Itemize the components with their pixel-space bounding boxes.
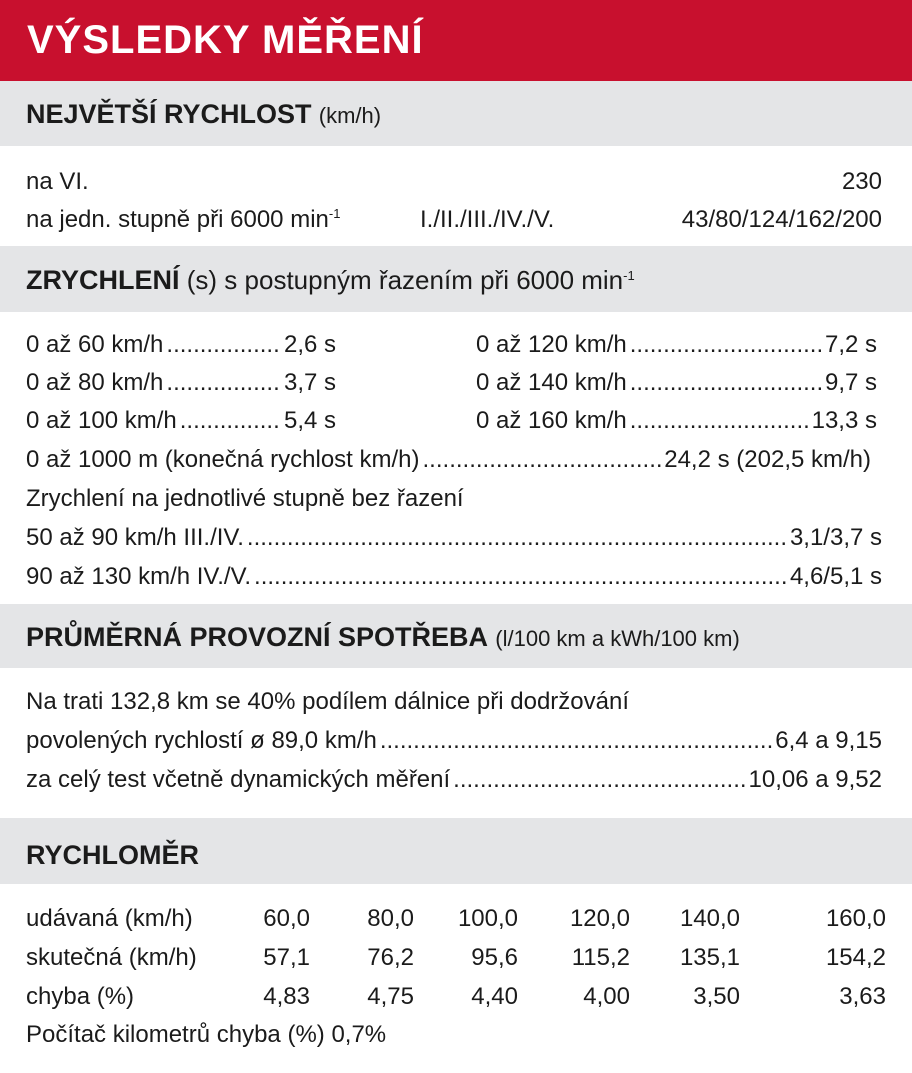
accel-value: 7,2 s (824, 331, 877, 358)
speedometer-cell: 4,00 (583, 983, 630, 1010)
speedometer-cell: 100,0 (457, 905, 518, 932)
speedometer-cell: 160,0 (825, 905, 886, 932)
acceleration-body (0, 312, 912, 604)
speedometer-cell: 4,83 (263, 983, 310, 1010)
speedometer-cell: 3,63 (839, 983, 886, 1010)
odometer-error: Počítač kilometrů chyba (%) 0,7% (26, 1021, 387, 1048)
acceleration-header (0, 246, 912, 312)
speedometer-row (26, 939, 886, 977)
speedometer-cell: 3,50 (693, 983, 740, 1010)
speedometer-cell: 115,2 (571, 944, 630, 971)
gear-list: I./II./III./IV./V. (420, 206, 555, 233)
elastic-label: 90 až 130 km/h IV./V. (26, 563, 252, 590)
accel-value: 3,7 s (283, 369, 336, 396)
speedometer-cell: 135,1 (679, 944, 740, 971)
speedometer-row (26, 900, 886, 938)
accel-label: 0 až 140 km/h (476, 369, 627, 396)
consumption-body (0, 668, 912, 818)
speedometer-cell: 95,6 (471, 944, 518, 971)
elastic-label: 50 až 90 km/h III./IV. (26, 524, 244, 551)
gear-speed-values: 43/80/124/162/200 (681, 206, 882, 233)
speedometer-row-label: udávaná (km/h) (26, 905, 193, 932)
top-speed-value: 230 (841, 168, 882, 195)
accel-row (476, 326, 877, 364)
accel-row (26, 364, 336, 402)
consumption-label: za celý test včetně dynamických měření (26, 766, 451, 793)
top-speed-label: na VI. (26, 168, 89, 195)
max-speed-unit: (km/h) (318, 103, 382, 128)
gear-speed-label: na jedn. stupně při 6000 min (26, 206, 329, 233)
accel-value: 9,7 s (824, 369, 877, 396)
speedometer-cell: 140,0 (679, 905, 740, 932)
speedometer-row (26, 978, 886, 1016)
km-accel-row (26, 441, 871, 479)
km-accel-label: 0 až 1000 m (konečná rychlost km/h) (26, 446, 420, 473)
speedometer-cell: 57,1 (263, 944, 310, 971)
max-speed-body (0, 146, 912, 246)
speedometer-row-label: skutečná (km/h) (26, 944, 197, 971)
gear-speed-row (26, 201, 882, 239)
consumption-unit: (l/100 km a kWh/100 km) (495, 626, 740, 651)
acceleration-unit: (s) (186, 265, 218, 295)
speedometer-cell: 60,0 (263, 905, 310, 932)
consumption-header (0, 604, 912, 668)
acceleration-heading: ZRYCHLENÍ (26, 265, 180, 295)
accel-row (476, 364, 877, 402)
max-speed-heading: NEJVĚTŠÍ RYCHLOST (26, 99, 312, 129)
elastic-title: Zrychlení na jednotlivé stupně bez řazení (26, 485, 464, 512)
accel-label: 0 až 160 km/h (476, 407, 627, 434)
speedometer-cell: 80,0 (367, 905, 414, 932)
speedometer-cell: 76,2 (367, 944, 414, 971)
elastic-value: 3,1/3,7 s (789, 524, 882, 551)
max-speed-header (0, 81, 912, 146)
gear-speed-sup: -1 (328, 206, 341, 221)
title-bar (0, 0, 912, 81)
consumption-row (26, 761, 882, 799)
top-speed-row (26, 163, 882, 201)
accel-label: 0 až 100 km/h (26, 407, 177, 434)
consumption-value: 6,4 a 9,15 (775, 727, 882, 754)
elastic-value: 4,6/5,1 s (789, 563, 882, 590)
speedometer-cell: 120,0 (569, 905, 630, 932)
speedometer-header (0, 818, 912, 884)
accel-label: 0 až 120 km/h (476, 331, 627, 358)
accel-label: 0 až 60 km/h (26, 331, 164, 358)
km-accel-value: 24,2 s (202,5 km/h) (664, 446, 871, 473)
accel-value: 5,4 s (283, 407, 336, 434)
consumption-row (26, 722, 882, 760)
consumption-heading: PRŮMĚRNÁ PROVOZNÍ SPOTŘEBA (26, 622, 489, 652)
speedometer-heading: RYCHLOMĚR (26, 840, 199, 870)
consumption-line1: Na trati 132,8 km se 40% podílem dálnice při dodržování (26, 688, 629, 715)
speedometer-cell: 4,40 (471, 983, 518, 1010)
elastic-row (26, 558, 882, 596)
page-title: VÝSLEDKY MĚŘENÍ (27, 18, 424, 62)
consumption-label: povolených rychlostí ø 89,0 km/h (26, 727, 377, 754)
speedometer-row-label: chyba (%) (26, 983, 135, 1010)
accel-row (476, 402, 877, 440)
speedometer-body (0, 884, 912, 1073)
consumption-value: 10,06 a 9,52 (748, 766, 882, 793)
accel-value: 13,3 s (811, 407, 877, 434)
accel-row (26, 402, 336, 440)
accel-value: 2,6 s (283, 331, 336, 358)
speedometer-cell: 154,2 (825, 944, 886, 971)
speedometer-cell: 4,75 (367, 983, 414, 1010)
acceleration-subtitle-sup: -1 (623, 268, 635, 283)
elastic-row (26, 519, 882, 557)
accel-label: 0 až 80 km/h (26, 369, 164, 396)
accel-row (26, 326, 336, 364)
acceleration-subtitle: s postupným řazením při 6000 min (224, 265, 624, 295)
